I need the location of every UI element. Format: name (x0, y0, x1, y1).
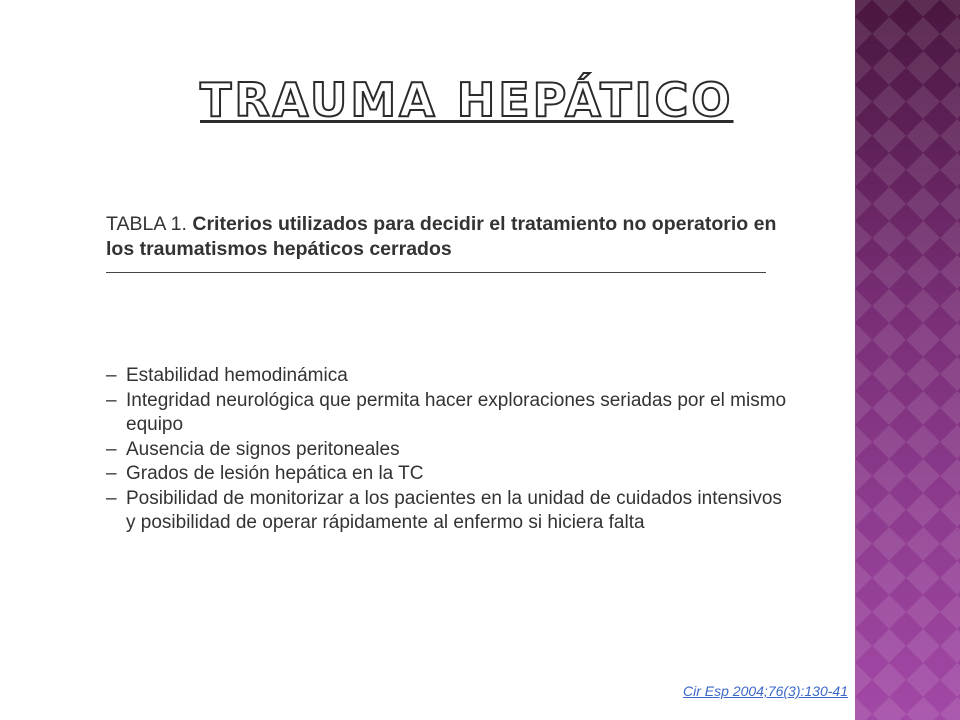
table-title: Criterios utilizados para decidir el tratamiento no operatorio en los traumatismos hepáticos cerrados (106, 213, 777, 260)
criteria-item (106, 438, 796, 463)
criteria-text: Grados de lesión hepática en la TC (126, 463, 424, 484)
citation-link[interactable]: Cir Esp 2004;76(3):130-41 (683, 683, 848, 699)
table-heading (106, 212, 796, 262)
dash-bullet: – (106, 365, 117, 386)
criteria-text: Posibilidad de monitorizar a los pacientes en la unidad de cuidados intensivos y posibilidad de operar rápidamente al enfermo si hiciera falta (126, 487, 782, 533)
dash-bullet: – (106, 438, 117, 460)
decorative-side-band (855, 0, 960, 720)
criteria-text: Estabilidad hemodinámica (126, 365, 348, 386)
dash-bullet: – (106, 463, 117, 484)
table-rule-divider (106, 272, 766, 273)
slide-title: TRAUMA HEPÁTICO (200, 73, 734, 127)
criteria-item (106, 462, 796, 487)
table-label: TABLA 1. (106, 213, 187, 235)
dash-bullet: – (106, 389, 117, 411)
criteria-list (106, 364, 796, 536)
dash-bullet: – (106, 487, 117, 509)
criteria-item (106, 389, 796, 438)
criteria-item (106, 364, 796, 389)
criteria-table (106, 212, 796, 533)
criteria-text: Ausencia de signos peritoneales (126, 438, 400, 460)
criteria-item (106, 487, 796, 536)
criteria-text: Integridad neurológica que permita hacer exploraciones seriadas por el mismo equipo (126, 389, 787, 435)
